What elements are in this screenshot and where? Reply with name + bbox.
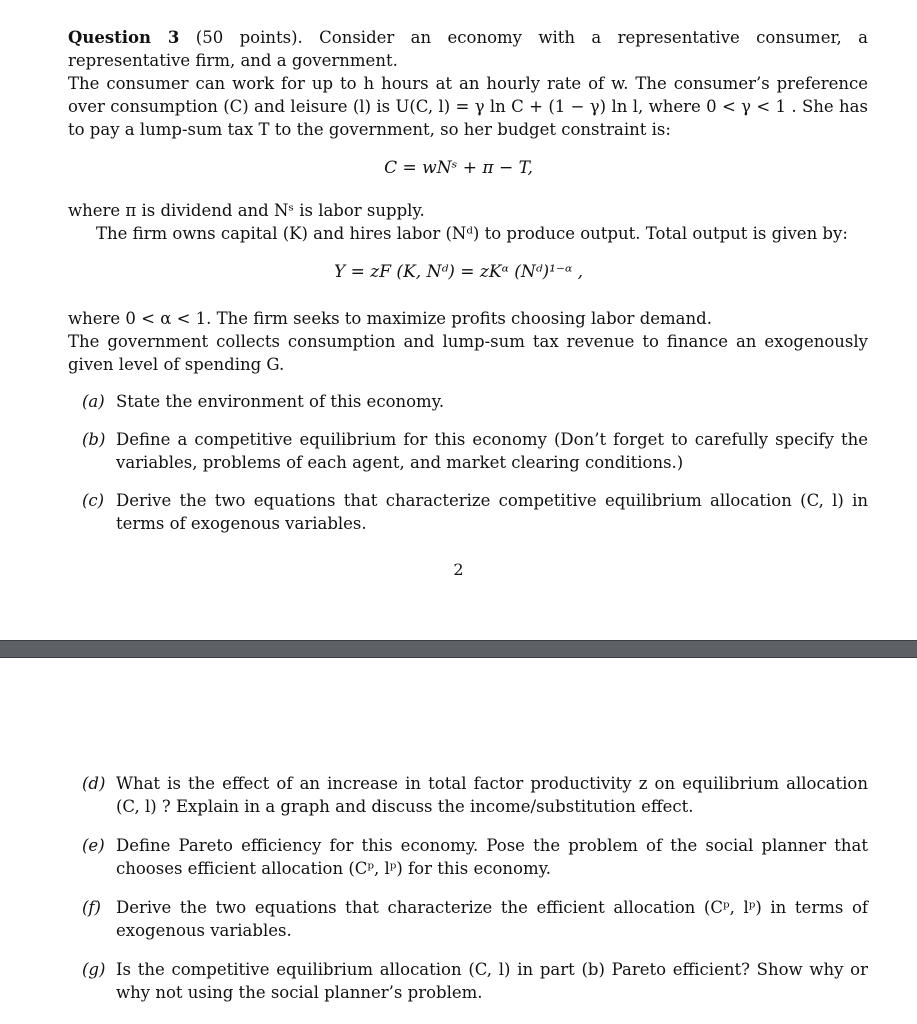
question-points: (50 points). bbox=[195, 28, 303, 47]
consumer-paragraph: The consumer can work for up to h hours at an hourly rate of w. The consumer’s preference over consumption (C) and leisure (l) is U(C, l) = γ ln C + (1 − γ) ln l, where 0 < γ < 1 . She has to pay a lump-sum tax T to the government, so her budget constraint is: bbox=[68, 74, 868, 139]
production-equation: Y = zF (K, Nᵈ) = zKᵅ (Nᵈ)¹⁻ᵅ , bbox=[334, 262, 583, 282]
item-text: Is the competitive equilibrium allocation (C, l) in part (b) Pareto efficient? Show why or why not using the social planner’s problem. bbox=[116, 960, 868, 1002]
government-paragraph: The government collects consumption and lump-sum tax revenue to finance an exogenously given level of spending G. bbox=[68, 332, 868, 374]
item-label: (f) bbox=[82, 898, 101, 917]
question-item-c bbox=[82, 489, 868, 535]
item-text: Derive the two equations that characterize competitive equilibrium allocation (C, l) in terms of exogenous variables. bbox=[116, 491, 868, 533]
item-text: State the environment of this economy. bbox=[116, 392, 445, 411]
question-title: Question 3 bbox=[68, 28, 180, 47]
document-page-2 bbox=[0, 658, 917, 1024]
item-text: What is the effect of an increase in total factor productivity z on equilibrium allocation (C, l) ? Explain in a graph and discuss the income/substitution effect. bbox=[116, 774, 868, 816]
alpha-paragraph: where 0 < α < 1. The firm seeks to maximize profits choosing labor demand. bbox=[68, 309, 712, 328]
item-label: (g) bbox=[82, 960, 106, 979]
item-label: (b) bbox=[82, 430, 106, 449]
budget-equation: C = wNˢ + π − T, bbox=[384, 158, 533, 178]
question-item-f bbox=[82, 896, 868, 942]
question-item-e bbox=[82, 834, 868, 880]
item-text: Define a competitive equilibrium for this economy (Don’t forget to carefully specify the variables, problems of each agent, and market clearing conditions.) bbox=[116, 430, 868, 472]
question-item-g bbox=[82, 958, 868, 1004]
item-text: Define Pareto efficiency for this economy. Pose the problem of the social planner that chooses efficient allocation (Cᵖ, lᵖ) for this economy. bbox=[116, 836, 868, 878]
question-intro bbox=[68, 26, 868, 72]
item-label: (c) bbox=[82, 491, 105, 510]
firm-paragraph: The firm owns capital (K) and hires labor (Nᵈ) to produce output. Total output is given by: bbox=[96, 224, 848, 243]
question-item-b bbox=[82, 428, 868, 474]
intro-line: Consider an economy with a representative consumer, a representative firm, and a government. bbox=[68, 28, 868, 70]
page-separator bbox=[0, 640, 917, 658]
question-item-a bbox=[82, 390, 868, 413]
question-item-d bbox=[82, 772, 868, 818]
dividend-definition: where π is dividend and Nˢ is labor supply. bbox=[68, 201, 425, 220]
item-label: (d) bbox=[82, 774, 106, 793]
item-text: Derive the two equations that characterize the efficient allocation (Cᵖ, lᵖ) in terms of exogenous variables. bbox=[116, 898, 868, 940]
item-label: (e) bbox=[82, 836, 105, 855]
page-number: 2 bbox=[453, 560, 464, 579]
item-label: (a) bbox=[82, 392, 105, 411]
